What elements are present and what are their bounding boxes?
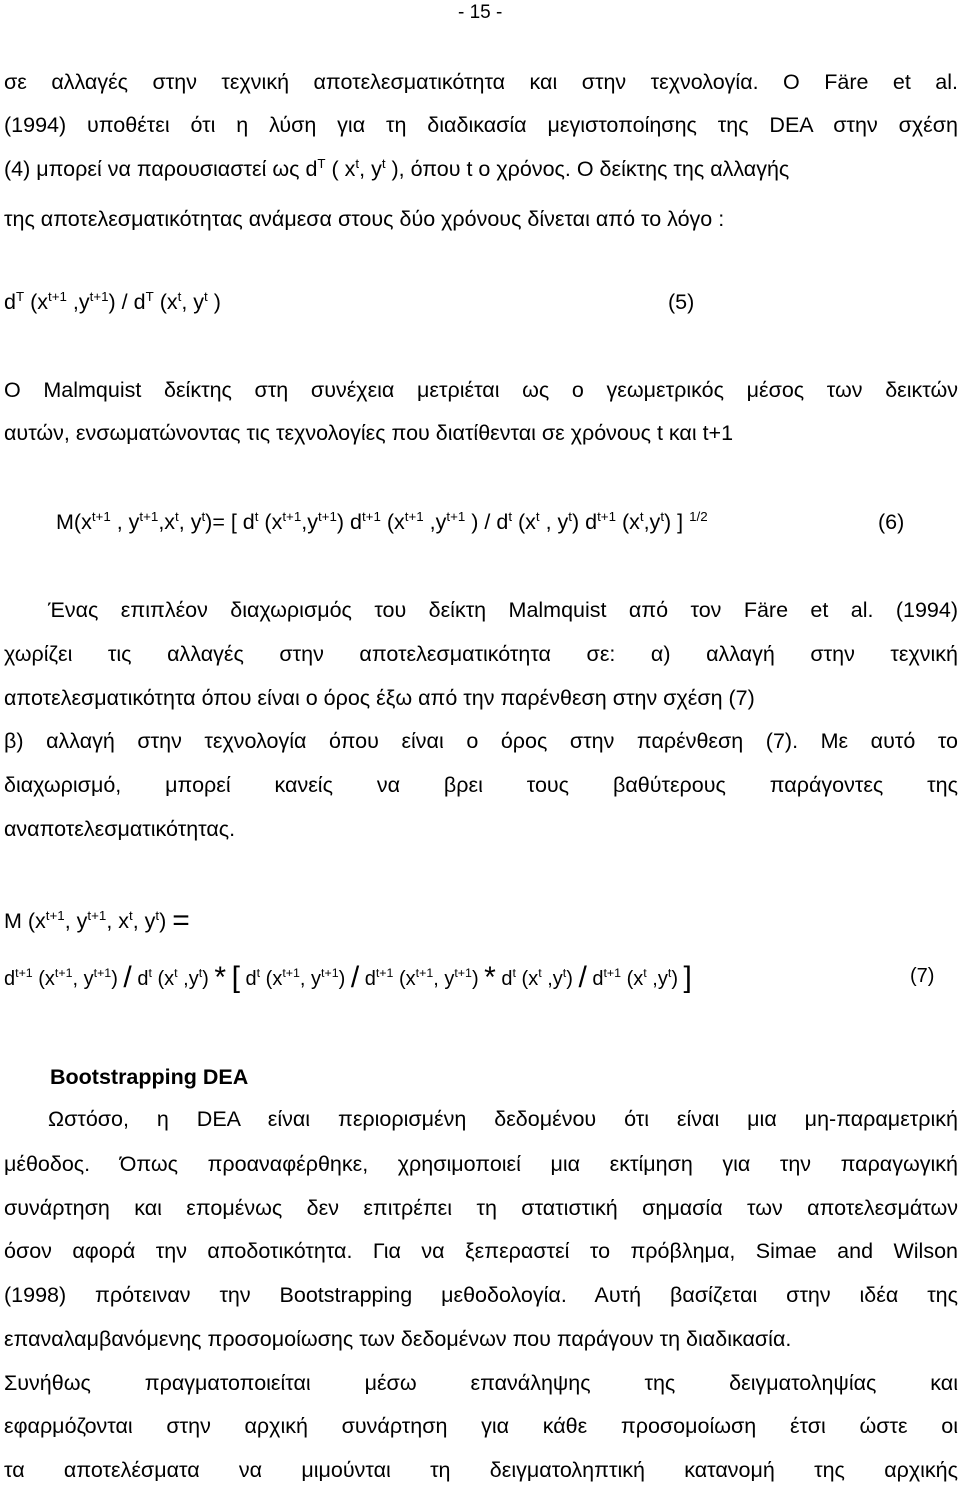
equation-7-formula-part-2: $d^{t+1}$ ($x^{t+1}$, $y^{t+1}) / d^t$ ($x^t$ $,y^t$) * [ $d^t$ ($x^{t+1}$, $y^{t+1}) / d^{t+1}$ ($x^{t+1}$, $y^{t+1}) * d^t$ ($x^t$ $,y^t) / d^{t+1}$ ($x^t$ $,y^t$) ] xyxy=(4,961,692,994)
paragraph-3-line-1: Ένας επιπλέον διαχωρισμός του δείκτη Malmquist από τον Färe et al. (1994) xyxy=(48,598,958,622)
paragraph-4-line-4: όσον αφορά την αποδοτικότητα. Για να ξεπεραστεί το πρόβλημα, Simae and Wilson xyxy=(4,1239,958,1263)
paragraph-4-line-9: τα αποτελέσματα να μιμούνται τη δειγματοληπτική κατανομή της αρχικής xyxy=(4,1458,958,1482)
paragraph-3-line-6: αναποτελεσματικότητας. xyxy=(4,817,236,841)
paragraph-3-line-2: χωρίζει τις αλλαγές στην αποτελεσματικότητα σε: α) αλλαγή στην τεχνική xyxy=(4,642,958,666)
equation-7-number: (7) xyxy=(910,965,935,987)
equation-7-line-1 xyxy=(4,905,958,935)
paragraph-4-line-3: συνάρτηση και επομένως δεν επιτρέπει τη στατιστική σημασία των αποτελεσμάτων xyxy=(4,1196,958,1220)
page-number: - 15 - xyxy=(458,2,503,23)
paragraph-1-line-3: (4) μπορεί να παρουσιαστεί ως $d^T$ ( $x^t$, $y^t$ ), όπου t ο χρόνος. Ο δείκτης της αλλαγής xyxy=(4,155,790,181)
equation-5-number: (5) xyxy=(668,290,695,314)
paragraph-4-line-2: μέθοδος. Όπως προαναφέρθηκε, χρησιμοποιεί μια εκτίμηση για την παραγωγική xyxy=(4,1152,958,1176)
equation-5 xyxy=(4,288,958,316)
section-heading: Bootstrapping DEA xyxy=(50,1065,249,1089)
equation-6-formula: $M(x^{t+1}$ , $y^{t+1},x^t$, $y^t)=$ [ $d^t$ $(x^{t+1},y^{t+1})$ $d^{t+1}$ ($x^{t+1}$ $,y^{t+1}$ ) / $d^t$ ($x^t$ , $y^t$) $d^{t+1}$ $(x^t,y^t)$ ] $^{1/2}$ xyxy=(56,508,708,534)
paragraph-4-line-1: Ωστόσο, η DEA είναι περιορισμένη δεδομένου ότι είναι μια μη-παραμετρική xyxy=(48,1107,958,1131)
paragraph-1-line-2: (1994) υποθέτει ότι η λύση για τη διαδικασία μεγιστοποίησης της DEA στην σχέση xyxy=(4,113,958,137)
paragraph-4-line-6: επαναλαμβανόμενης προσομοίωσης των δεδομένων που παράγουν τη διαδικασία. xyxy=(4,1327,792,1351)
paragraph-2-line-1: Ο Malmquist δείκτης στη συνέχεια μετριέται ως ο γεωμετρικός μέσος των δεικτών xyxy=(4,378,958,402)
paragraph-3-line-5: διαχωρισμό, μπορεί κανείς να βρει τους βαθύτερους παράγοντες της xyxy=(4,773,958,797)
paragraph-1-line-1: σε αλλαγές στην τεχνική αποτελεσματικότητα και στην τεχνολογία. Ο Färe et al. xyxy=(4,70,958,94)
paragraph-4-line-5: (1998) πρότειναν την Bootstrapping μεθοδολογία. Αυτή βασίζεται στην ιδέα της xyxy=(4,1283,958,1307)
equation-7-formula-part-1: M ($x^{t+1}$, $y^{t+1}$, $x^t$, $y^t$) = xyxy=(4,904,190,937)
equation-5-formula: $d^T$ ($x^{t+1}$ $,y^{t+1}) / d^T$ ($x^t$, $y^t$ ) xyxy=(4,288,221,314)
paragraph-4-line-7: Συνήθως πραγματοποιείται μέσω επανάληψης της δειγματοληψίας και xyxy=(4,1371,958,1395)
paragraph-1-line-4: της αποτελεσματικότητας ανάμεσα στους δύο χρόνους δίνεται από το λόγο : xyxy=(4,207,725,231)
paragraph-3-line-3: αποτελεσματικότητα όπου είναι ο όρος έξω από την παρένθεση στην σχέση (7) xyxy=(4,686,755,710)
paragraph-3-line-4: β) αλλαγή στην τεχνολογία όπου είναι ο όρος στην παρένθεση (7). Με αυτό το xyxy=(4,729,958,753)
paragraph-4-line-8: εφαρμόζονται στην αρχική συνάρτηση για κάθε προσομοίωση έτσι ώστε οι xyxy=(4,1414,958,1438)
paragraph-2-line-2: αυτών, ενσωματώνοντας τις τεχνολογίες που διατίθενται σε χρόνους t και t+1 xyxy=(4,421,734,445)
equation-7-line-2 xyxy=(4,962,958,993)
equation-6-number: (6) xyxy=(878,510,905,534)
